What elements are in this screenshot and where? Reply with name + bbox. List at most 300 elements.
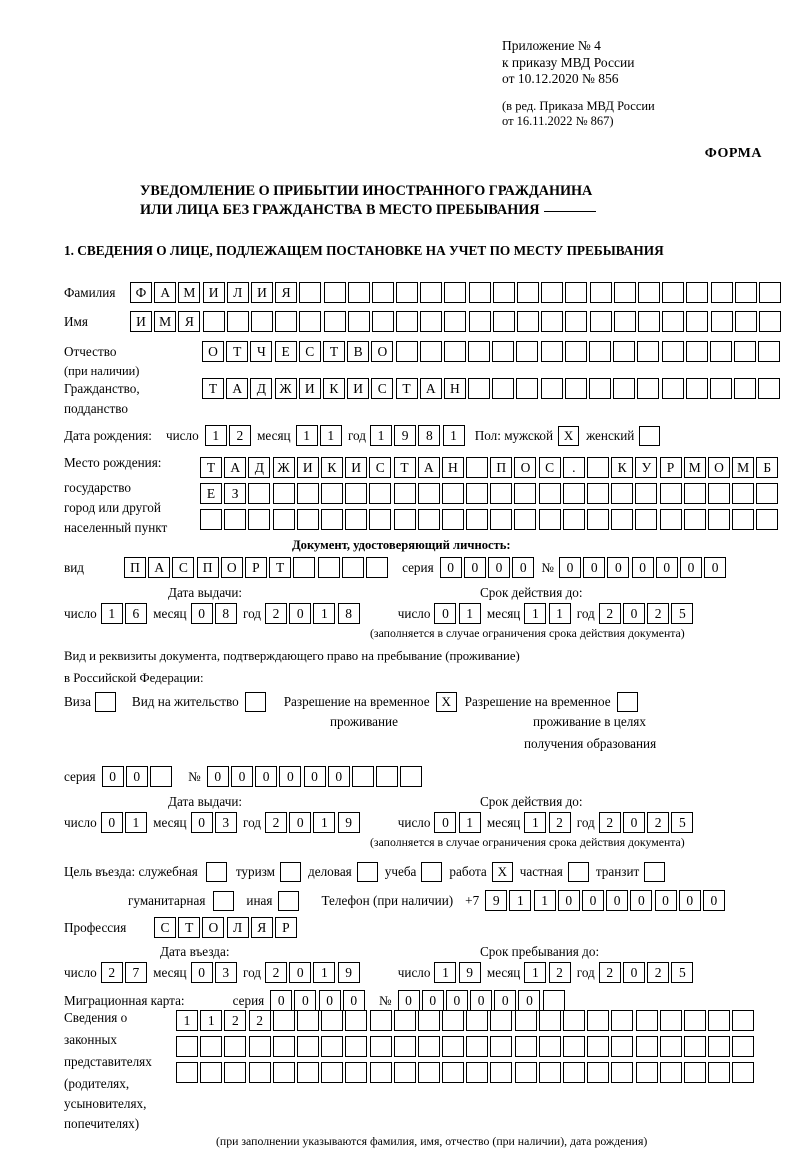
char-cell[interactable]: И: [345, 457, 367, 478]
char-cell[interactable]: 0: [126, 766, 148, 787]
char-cell[interactable]: [637, 378, 659, 399]
char-cell[interactable]: 3: [215, 812, 237, 833]
char-cell[interactable]: [565, 282, 587, 303]
char-cell[interactable]: 0: [422, 990, 444, 1011]
char-cell[interactable]: 5: [671, 812, 693, 833]
char-cell[interactable]: [539, 1010, 561, 1031]
char-cell[interactable]: [565, 311, 587, 332]
patronymic-input[interactable]: [202, 341, 783, 362]
char-cell[interactable]: [442, 483, 464, 504]
char-cell[interactable]: [297, 483, 319, 504]
char-cell[interactable]: [224, 1036, 246, 1057]
char-cell[interactable]: С: [369, 457, 391, 478]
char-cell[interactable]: 0: [680, 557, 702, 578]
char-cell[interactable]: [735, 311, 757, 332]
char-cell[interactable]: [708, 1036, 730, 1057]
char-cell[interactable]: [249, 1062, 271, 1083]
char-cell[interactable]: С: [154, 917, 176, 938]
char-cell[interactable]: К: [321, 457, 343, 478]
char-cell[interactable]: [732, 483, 754, 504]
passport-valid-year-input[interactable]: [599, 603, 696, 624]
permit-series-input[interactable]: [102, 766, 175, 787]
char-cell[interactable]: [469, 311, 491, 332]
char-cell[interactable]: 1: [443, 425, 465, 446]
char-cell[interactable]: [372, 282, 394, 303]
char-cell[interactable]: [614, 282, 636, 303]
migration-number-input[interactable]: [398, 990, 567, 1011]
char-cell[interactable]: [758, 378, 780, 399]
purpose-transit-checkbox[interactable]: [644, 862, 665, 882]
char-cell[interactable]: [469, 282, 491, 303]
char-cell[interactable]: [492, 378, 514, 399]
purpose-other-checkbox[interactable]: [278, 891, 299, 911]
char-cell[interactable]: 0: [446, 990, 468, 1011]
char-cell[interactable]: 0: [191, 812, 213, 833]
char-cell[interactable]: [352, 766, 374, 787]
char-cell[interactable]: [348, 282, 370, 303]
passport-valid-month-input[interactable]: [524, 603, 572, 624]
char-cell[interactable]: [297, 1010, 319, 1031]
purpose-business-checkbox[interactable]: [357, 862, 378, 882]
char-cell[interactable]: [273, 1062, 295, 1083]
char-cell[interactable]: [565, 378, 587, 399]
char-cell[interactable]: [297, 1062, 319, 1083]
char-cell[interactable]: Р: [275, 917, 297, 938]
char-cell[interactable]: И: [130, 311, 152, 332]
char-cell[interactable]: [273, 1010, 295, 1031]
char-cell[interactable]: О: [221, 557, 243, 578]
char-cell[interactable]: [248, 483, 270, 504]
char-cell[interactable]: П: [197, 557, 219, 578]
char-cell[interactable]: 2: [549, 812, 571, 833]
char-cell[interactable]: 0: [343, 990, 365, 1011]
char-cell[interactable]: 0: [558, 890, 580, 911]
char-cell[interactable]: 8: [418, 425, 440, 446]
stay-month-input[interactable]: [524, 962, 572, 983]
char-cell[interactable]: [490, 1036, 512, 1057]
char-cell[interactable]: [321, 483, 343, 504]
char-cell[interactable]: [708, 483, 730, 504]
char-cell[interactable]: М: [178, 282, 200, 303]
char-cell[interactable]: 0: [623, 603, 645, 624]
char-cell[interactable]: [420, 282, 442, 303]
char-cell[interactable]: Т: [178, 917, 200, 938]
char-cell[interactable]: [756, 483, 778, 504]
stay-day-input[interactable]: [434, 962, 482, 983]
char-cell[interactable]: [394, 483, 416, 504]
char-cell[interactable]: 0: [494, 990, 516, 1011]
char-cell[interactable]: 2: [265, 962, 287, 983]
char-cell[interactable]: [587, 509, 609, 530]
char-cell[interactable]: У: [635, 457, 657, 478]
char-cell[interactable]: [611, 1036, 633, 1057]
char-cell[interactable]: [732, 509, 754, 530]
char-cell[interactable]: 0: [294, 990, 316, 1011]
char-cell[interactable]: 1: [459, 603, 481, 624]
char-cell[interactable]: [490, 1062, 512, 1083]
char-cell[interactable]: 0: [606, 890, 628, 911]
entry-month-input[interactable]: [191, 962, 239, 983]
purpose-private-checkbox[interactable]: [568, 862, 589, 882]
char-cell[interactable]: [466, 457, 488, 478]
char-cell[interactable]: 2: [549, 962, 571, 983]
char-cell[interactable]: 1: [176, 1010, 198, 1031]
char-cell[interactable]: [515, 1062, 537, 1083]
char-cell[interactable]: [539, 1036, 561, 1057]
char-cell[interactable]: [321, 1010, 343, 1031]
permit-issue-day-input[interactable]: [101, 812, 149, 833]
char-cell[interactable]: [248, 509, 270, 530]
char-cell[interactable]: [590, 282, 612, 303]
char-cell[interactable]: О: [514, 457, 536, 478]
char-cell[interactable]: [732, 1062, 754, 1083]
char-cell[interactable]: 3: [215, 962, 237, 983]
char-cell[interactable]: [466, 1062, 488, 1083]
char-cell[interactable]: 2: [101, 962, 123, 983]
char-cell[interactable]: [224, 509, 246, 530]
char-cell[interactable]: [708, 1062, 730, 1083]
char-cell[interactable]: [444, 311, 466, 332]
char-cell[interactable]: 0: [630, 890, 652, 911]
char-cell[interactable]: [516, 341, 538, 362]
char-cell[interactable]: [394, 1010, 416, 1031]
char-cell[interactable]: 0: [518, 990, 540, 1011]
char-cell[interactable]: [150, 766, 172, 787]
char-cell[interactable]: [541, 378, 563, 399]
char-cell[interactable]: [662, 311, 684, 332]
char-cell[interactable]: А: [226, 378, 248, 399]
permit-issue-month-input[interactable]: [191, 812, 239, 833]
char-cell[interactable]: И: [251, 282, 273, 303]
doc-kind-input[interactable]: [124, 557, 390, 578]
char-cell[interactable]: П: [124, 557, 146, 578]
char-cell[interactable]: С: [172, 557, 194, 578]
char-cell[interactable]: [710, 378, 732, 399]
char-cell[interactable]: [539, 509, 561, 530]
char-cell[interactable]: Р: [660, 457, 682, 478]
char-cell[interactable]: [318, 557, 340, 578]
char-cell[interactable]: [541, 282, 563, 303]
char-cell[interactable]: 0: [434, 603, 456, 624]
char-cell[interactable]: [758, 341, 780, 362]
char-cell[interactable]: [492, 341, 514, 362]
char-cell[interactable]: 0: [440, 557, 462, 578]
char-cell[interactable]: [759, 282, 781, 303]
char-cell[interactable]: 0: [191, 603, 213, 624]
char-cell[interactable]: Т: [200, 457, 222, 478]
char-cell[interactable]: 0: [304, 766, 326, 787]
char-cell[interactable]: 8: [215, 603, 237, 624]
char-cell[interactable]: 0: [289, 812, 311, 833]
char-cell[interactable]: Р: [245, 557, 267, 578]
purpose-work-checkbox[interactable]: X: [492, 862, 513, 882]
char-cell[interactable]: [324, 311, 346, 332]
char-cell[interactable]: 0: [207, 766, 229, 787]
char-cell[interactable]: [635, 483, 657, 504]
char-cell[interactable]: [662, 341, 684, 362]
char-cell[interactable]: [611, 1010, 633, 1031]
char-cell[interactable]: 7: [125, 962, 147, 983]
char-cell[interactable]: [396, 341, 418, 362]
char-cell[interactable]: [273, 483, 295, 504]
char-cell[interactable]: М: [732, 457, 754, 478]
char-cell[interactable]: [200, 1036, 222, 1057]
doc-series-input[interactable]: [440, 557, 537, 578]
char-cell[interactable]: 2: [229, 425, 251, 446]
char-cell[interactable]: [590, 311, 612, 332]
birth-year-input[interactable]: [370, 425, 467, 446]
char-cell[interactable]: 1: [200, 1010, 222, 1031]
char-cell[interactable]: 5: [671, 603, 693, 624]
char-cell[interactable]: [466, 509, 488, 530]
temp-residence-checkbox[interactable]: X: [436, 692, 457, 712]
char-cell[interactable]: [224, 1062, 246, 1083]
birth-day-input[interactable]: [205, 425, 253, 446]
char-cell[interactable]: И: [203, 282, 225, 303]
char-cell[interactable]: [321, 1036, 343, 1057]
char-cell[interactable]: [442, 1036, 464, 1057]
birthplace-input-line-1[interactable]: [200, 457, 781, 478]
char-cell[interactable]: 2: [599, 812, 621, 833]
char-cell[interactable]: 9: [485, 890, 507, 911]
char-cell[interactable]: К: [611, 457, 633, 478]
char-cell[interactable]: 2: [224, 1010, 246, 1031]
char-cell[interactable]: Т: [396, 378, 418, 399]
char-cell[interactable]: 0: [398, 990, 420, 1011]
char-cell[interactable]: Н: [442, 457, 464, 478]
char-cell[interactable]: 2: [249, 1010, 271, 1031]
char-cell[interactable]: [297, 509, 319, 530]
char-cell[interactable]: 0: [655, 890, 677, 911]
char-cell[interactable]: 1: [205, 425, 227, 446]
char-cell[interactable]: 2: [599, 603, 621, 624]
permit-number-input[interactable]: [207, 766, 425, 787]
char-cell[interactable]: Я: [178, 311, 200, 332]
char-cell[interactable]: 0: [679, 890, 701, 911]
char-cell[interactable]: [636, 1036, 658, 1057]
char-cell[interactable]: 2: [265, 812, 287, 833]
char-cell[interactable]: 0: [328, 766, 350, 787]
purpose-tourism-checkbox[interactable]: [280, 862, 301, 882]
char-cell[interactable]: [468, 378, 490, 399]
char-cell[interactable]: [345, 1010, 367, 1031]
char-cell[interactable]: 0: [583, 557, 605, 578]
char-cell[interactable]: [394, 509, 416, 530]
char-cell[interactable]: Ч: [250, 341, 272, 362]
char-cell[interactable]: 0: [704, 557, 726, 578]
char-cell[interactable]: [493, 282, 515, 303]
char-cell[interactable]: 1: [370, 425, 392, 446]
birthplace-input-line-3[interactable]: [200, 509, 781, 530]
char-cell[interactable]: 1: [524, 962, 546, 983]
char-cell[interactable]: 1: [101, 603, 123, 624]
char-cell[interactable]: [587, 457, 609, 478]
char-cell[interactable]: [635, 509, 657, 530]
char-cell[interactable]: [686, 311, 708, 332]
char-cell[interactable]: [759, 311, 781, 332]
char-cell[interactable]: 9: [394, 425, 416, 446]
char-cell[interactable]: [442, 509, 464, 530]
char-cell[interactable]: 9: [459, 962, 481, 983]
char-cell[interactable]: [587, 1036, 609, 1057]
char-cell[interactable]: 1: [549, 603, 571, 624]
char-cell[interactable]: 0: [623, 962, 645, 983]
char-cell[interactable]: [418, 1062, 440, 1083]
char-cell[interactable]: Т: [226, 341, 248, 362]
char-cell[interactable]: [684, 1062, 706, 1083]
char-cell[interactable]: [345, 1036, 367, 1057]
char-cell[interactable]: [539, 1062, 561, 1083]
name-input[interactable]: [130, 311, 783, 332]
char-cell[interactable]: 0: [101, 812, 123, 833]
surname-input[interactable]: [130, 282, 783, 303]
char-cell[interactable]: [249, 1036, 271, 1057]
legal-rep-input-line-3[interactable]: [176, 1062, 757, 1083]
char-cell[interactable]: [200, 1062, 222, 1083]
char-cell[interactable]: [517, 282, 539, 303]
char-cell[interactable]: [589, 341, 611, 362]
char-cell[interactable]: С: [539, 457, 561, 478]
char-cell[interactable]: [420, 341, 442, 362]
char-cell[interactable]: [376, 766, 398, 787]
char-cell[interactable]: [394, 1062, 416, 1083]
char-cell[interactable]: [660, 483, 682, 504]
char-cell[interactable]: [734, 378, 756, 399]
char-cell[interactable]: [686, 341, 708, 362]
phone-input[interactable]: [485, 890, 727, 911]
char-cell[interactable]: [539, 483, 561, 504]
visa-checkbox[interactable]: [95, 692, 116, 712]
char-cell[interactable]: [541, 311, 563, 332]
char-cell[interactable]: [345, 509, 367, 530]
char-cell[interactable]: [660, 1010, 682, 1031]
char-cell[interactable]: 0: [488, 557, 510, 578]
char-cell[interactable]: [468, 341, 490, 362]
char-cell[interactable]: 1: [313, 603, 335, 624]
sex-female-checkbox[interactable]: [639, 426, 660, 446]
char-cell[interactable]: 2: [599, 962, 621, 983]
char-cell[interactable]: 0: [656, 557, 678, 578]
char-cell[interactable]: Ж: [273, 457, 295, 478]
char-cell[interactable]: [660, 1062, 682, 1083]
char-cell[interactable]: [299, 282, 321, 303]
char-cell[interactable]: [517, 311, 539, 332]
char-cell[interactable]: 0: [289, 603, 311, 624]
char-cell[interactable]: К: [323, 378, 345, 399]
citizenship-input[interactable]: [202, 378, 783, 399]
purpose-humanitarian-checkbox[interactable]: [213, 891, 234, 911]
char-cell[interactable]: 1: [320, 425, 342, 446]
char-cell[interactable]: [444, 341, 466, 362]
char-cell[interactable]: 0: [470, 990, 492, 1011]
char-cell[interactable]: [420, 311, 442, 332]
char-cell[interactable]: 5: [671, 962, 693, 983]
char-cell[interactable]: [684, 1036, 706, 1057]
passport-issue-month-input[interactable]: [191, 603, 239, 624]
char-cell[interactable]: 1: [313, 962, 335, 983]
char-cell[interactable]: [587, 1062, 609, 1083]
char-cell[interactable]: [565, 341, 587, 362]
char-cell[interactable]: 0: [623, 812, 645, 833]
char-cell[interactable]: В: [347, 341, 369, 362]
char-cell[interactable]: [396, 311, 418, 332]
passport-issue-year-input[interactable]: [265, 603, 362, 624]
char-cell[interactable]: [587, 1010, 609, 1031]
char-cell[interactable]: [493, 311, 515, 332]
permit-valid-day-input[interactable]: [434, 812, 482, 833]
char-cell[interactable]: [442, 1062, 464, 1083]
char-cell[interactable]: Ф: [130, 282, 152, 303]
char-cell[interactable]: Л: [227, 282, 249, 303]
char-cell[interactable]: Б: [756, 457, 778, 478]
char-cell[interactable]: [299, 311, 321, 332]
char-cell[interactable]: 2: [647, 812, 669, 833]
entry-day-input[interactable]: [101, 962, 149, 983]
char-cell[interactable]: 2: [265, 603, 287, 624]
char-cell[interactable]: С: [299, 341, 321, 362]
char-cell[interactable]: О: [202, 341, 224, 362]
birthplace-input-line-2[interactable]: [200, 483, 781, 504]
char-cell[interactable]: [490, 1010, 512, 1031]
char-cell[interactable]: [732, 1036, 754, 1057]
char-cell[interactable]: [490, 483, 512, 504]
stay-year-input[interactable]: [599, 962, 696, 983]
legal-rep-input-line-2[interactable]: [176, 1036, 757, 1057]
char-cell[interactable]: 0: [279, 766, 301, 787]
char-cell[interactable]: П: [490, 457, 512, 478]
char-cell[interactable]: Я: [275, 282, 297, 303]
char-cell[interactable]: 0: [434, 812, 456, 833]
char-cell[interactable]: [418, 483, 440, 504]
permit-valid-year-input[interactable]: [599, 812, 696, 833]
char-cell[interactable]: 8: [338, 603, 360, 624]
char-cell[interactable]: [515, 1010, 537, 1031]
char-cell[interactable]: М: [154, 311, 176, 332]
char-cell[interactable]: 1: [434, 962, 456, 983]
char-cell[interactable]: [297, 1036, 319, 1057]
char-cell[interactable]: А: [224, 457, 246, 478]
purpose-service-checkbox[interactable]: [206, 862, 227, 882]
char-cell[interactable]: [611, 1062, 633, 1083]
char-cell[interactable]: О: [371, 341, 393, 362]
char-cell[interactable]: 0: [191, 962, 213, 983]
char-cell[interactable]: [662, 282, 684, 303]
char-cell[interactable]: [514, 483, 536, 504]
char-cell[interactable]: [734, 341, 756, 362]
char-cell[interactable]: [369, 483, 391, 504]
char-cell[interactable]: Л: [227, 917, 249, 938]
char-cell[interactable]: [684, 509, 706, 530]
migration-series-input[interactable]: [270, 990, 367, 1011]
char-cell[interactable]: [662, 378, 684, 399]
char-cell[interactable]: [735, 282, 757, 303]
char-cell[interactable]: .: [563, 457, 585, 478]
char-cell[interactable]: [614, 311, 636, 332]
char-cell[interactable]: [273, 1036, 295, 1057]
char-cell[interactable]: [756, 509, 778, 530]
char-cell[interactable]: [613, 341, 635, 362]
char-cell[interactable]: С: [371, 378, 393, 399]
char-cell[interactable]: 2: [647, 603, 669, 624]
char-cell[interactable]: [638, 282, 660, 303]
char-cell[interactable]: [516, 378, 538, 399]
char-cell[interactable]: [708, 1010, 730, 1031]
char-cell[interactable]: [366, 557, 388, 578]
char-cell[interactable]: [660, 509, 682, 530]
char-cell[interactable]: Я: [251, 917, 273, 938]
char-cell[interactable]: [321, 1062, 343, 1083]
char-cell[interactable]: Н: [444, 378, 466, 399]
